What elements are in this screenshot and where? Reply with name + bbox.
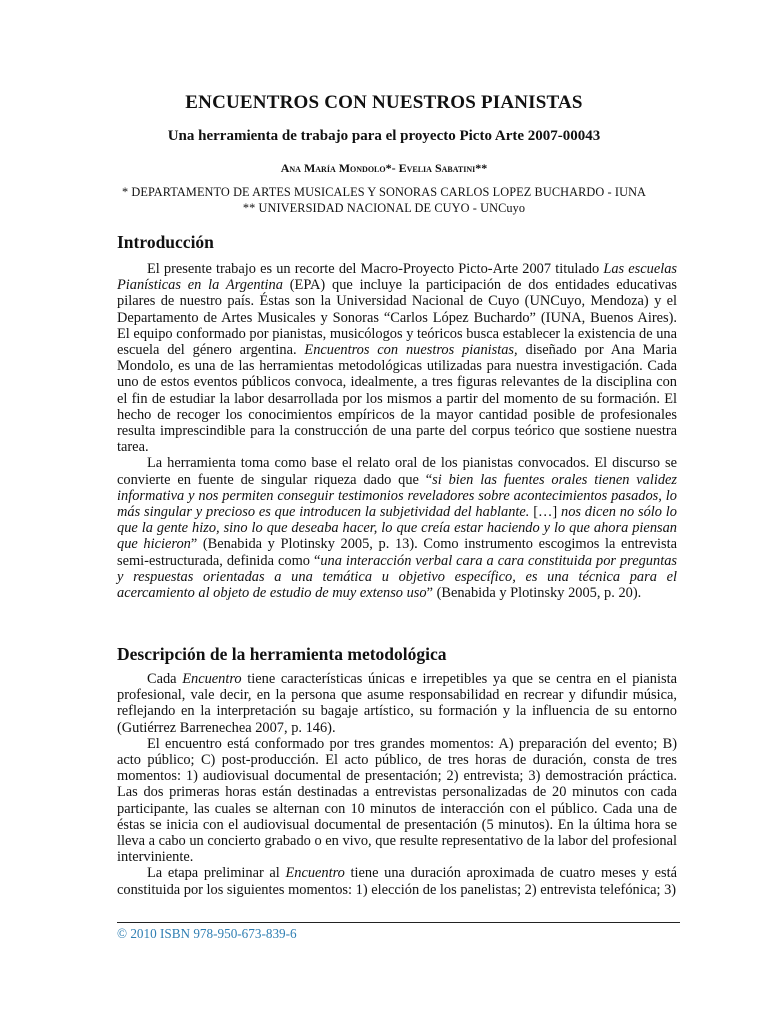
paper-title: ENCUENTROS CON NUESTROS PIANISTAS (185, 92, 583, 113)
text-run: ” (Benabida y Plotinsky 2005, p. 20). (426, 585, 642, 602)
footer-divider (117, 922, 680, 923)
section-heading-introduccion: Introducción (117, 232, 214, 252)
section-heading-descripcion: Descripción de la herramienta metodológica (117, 644, 447, 664)
text-run: tiene una duración aproximada de cuatro meses y está constituida por los siguientes momentos: 1) elección de los panelistas; 2) entrevista telefónica; 3) (117, 865, 678, 898)
body-paragraph (117, 455, 677, 601)
section-body-introduccion (117, 261, 677, 601)
affiliation-2: ** UNIVERSIDAD NACIONAL DE CUYO - UNCuyo (242, 201, 526, 215)
text-run: […] (529, 504, 561, 521)
author-line: Ana María Mondolo*- Evelia Sabatini** (280, 161, 488, 175)
text-run: El presente trabajo es un recorte del Macro-Proyecto Picto-Arte 2007 titulado (147, 261, 604, 277)
footer-isbn: © 2010 ISBN 978-950-673-839-6 (117, 926, 297, 941)
body-paragraph (117, 736, 677, 866)
text-run: La etapa preliminar al (147, 865, 286, 882)
italic-text: Las escuelas Pianísticas en la Argentina (117, 261, 678, 294)
text-run: diseñado por Ana Maria Mondolo, es una de las herramientas metodológicas utilizadas para nuestra investigación. Cada uno de estos eventos públicos convoca, idealmente, a tres figuras relevantes de la disciplina con el fin de estudiar la labor desarrollada por los mismos a partir del momento de su formación. El hecho de recoger los conocimientos empíricos de la mayor cantidad posible de profesionales resulta imprescindible para la construcción de una parte del corpus teórico que sostiene nuestra tarea. (117, 342, 677, 456)
text-run: (EPA) que incluye la participación de dos entidades educativas pilares de nuestro país. Éstas son la Universidad Nacional de Cuyo (UNCuyo, Mendoza) y el Departamento de Artes Musicales y Sonoras “Carlos López Buchardo” (IUNA, Buenos Aires). El equipo conformado por pianistas, musicólogos y teóricos busca establecer la existencia de una escuela del género argentina. (117, 277, 677, 359)
text-run: ” (Benabida y Plotinsky 2005, p. 13). Como instrumento escogimos la entrevista semi-estructurada, definida como “ (117, 536, 677, 569)
affiliation-1: * DEPARTAMENTO DE ARTES MUSICALES Y SONORAS CARLOS LOPEZ BUCHARDO - IUNA (121, 185, 647, 199)
italic-text: Encuentro (285, 865, 345, 882)
body-paragraph (117, 865, 677, 897)
paper-subtitle: Una herramienta de trabajo para el proyecto Picto Arte 2007-00043 (167, 128, 601, 144)
italic-text: Encuentros con nuestros pianistas, (304, 342, 518, 359)
body-paragraph (117, 261, 677, 455)
italic-text: nos dicen no sólo lo que la gente hizo, sino lo que deseaba hacer, lo que creía estar haciendo y lo que ahora piensan que hicieron (117, 504, 677, 553)
italic-text: Encuentro (182, 671, 242, 687)
text-run: La herramienta toma como base el relato oral de los pianistas convocados. El discurso se convierte en fuente de singular riqueza dado que “ (117, 455, 677, 488)
body-paragraph (117, 671, 677, 736)
text-run: El encuentro está conformado por tres grandes momentos: A) preparación del evento; B) acto público; C) post-producción. El acto público, de tres horas de duración, consta de tres momentos: 1) audiovisual documental de presentación; 2) entrevista; 3) demostración práctica. Las dos primeras horas están destinadas a entrevistas personalizadas de 20 minutos con cada participante, las cuales se alternan con 10 minutos de interacción con el público. Cada una de éstas se inicia con el audiovisual documental de presentación (5 minutos). En la última hora se lleva a cabo un concierto grabado o en vivo, que resulte representativo de la labor del profesional interviniente. (117, 735, 677, 866)
section-body-descripcion (117, 671, 677, 898)
italic-text: si bien las fuentes orales tienen validez informativa y nos permiten conseguir testimonios reveladores sobre acontecimientos pasados, lo más singular y precioso es que introducen la subjetividad del hablante. (117, 471, 678, 521)
italic-text: una interacción verbal cara a cara constituida por preguntas y respuestas orientadas a una temática u objetivo específico, es una técnica para el acercamiento al objeto de estudio de muy extenso uso (117, 552, 677, 602)
text-run: tiene características únicas e irrepetibles ya que se centra en el pianista profesional, vale decir, en la persona que asume responsabilidad en recrear y difundir música, reflejando en la interpretación su bagaje artístico, su formación y la influencia de su entorno (Gutiérrez Barrenechea 2007, p. 146). (117, 671, 677, 736)
text-run: Cada (147, 671, 183, 687)
